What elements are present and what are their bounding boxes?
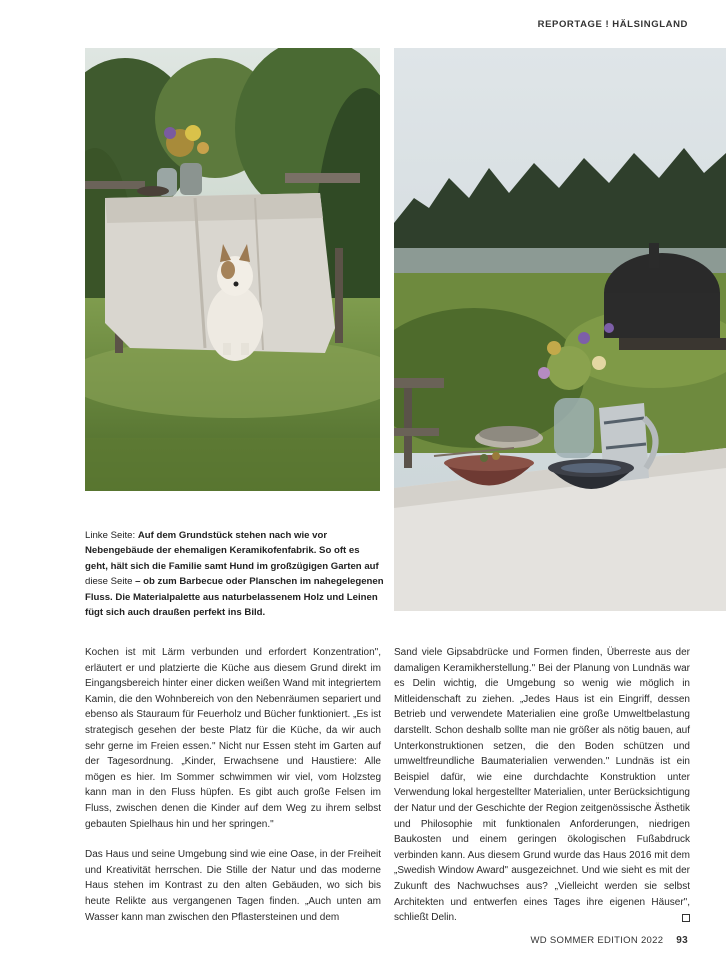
photo-dog-garden-table-icon xyxy=(85,48,380,491)
end-of-article-icon xyxy=(682,914,690,922)
running-header xyxy=(538,19,688,30)
article-paragraph: Das Haus und seine Umgebung sind wie eine Oase, in der Freiheit und Kreativität herrschen. Die Stille der Natur und das moderne Haus stehen im Kontrast zu den alten Gebäuden, wo sich bis heute Relikte aus vergangenen Tagen finden. „Auch unten am Wasser kann man zwischen den Pflastersteinen und dem xyxy=(85,849,381,923)
caption-bold-2: – ob zum Barbecue oder Planschen im nahegelegenen Fluss. Die Materialpalette aus naturbelassenem Holz und Leinen fügt sich auch draußen perfekt ins Bild. xyxy=(85,576,384,619)
caption-normal-1: diese Seite xyxy=(85,576,133,588)
page-footer xyxy=(531,935,688,946)
article-paragraph-text: Sand viele Gipsabdrücke und Formen finden, Überreste aus der damaligen Keramikherstellung." Bei der Planung von Lundnäs war es Delin wichtig, die Umgebung so wenig wie möglich in Mitleidenschaft zu ziehen. „Jedes Haus ist ein Eingriff, dessen Betrieb und verwendete Materialien eine große Umweltbelastung darstellt. Schon deshalb sollte man nie größer als nötig bauen, auf Unterkonstruktionen setzen, die den Boden schützen und umweltfreundliche Baumaterialien verwenden." Lundnäs ist ein Beispiel dafür, wie eine durchdachte Konstruktion unter Verwendung lokal hergestellter Materialien, unter Berücksichtigung der Natur und der Geschichte der Region zeitgenössische Ästhetik und Philosophie mit funktionalen Anforderungen, niedrigen Baukosten und einem geringen ökologischen Fußabdruck verbinden kann. Aus diesem Grund wurde das Haus 2016 mit dem „Swedish Window Award" ausgezeichnet. Und wie sieht es mit der Zukunft des Nachwuchses aus? „Vielleicht werden sie selbst Architekten und entwerfen eines Tages ihre eigenen Häuser", schließt Delin. xyxy=(394,647,690,924)
header-location: HÄLSINGLAND xyxy=(612,19,688,30)
article-paragraph: Kochen ist mit Lärm verbunden und erfordert Konzentration", erläutert er und platzierte die Küche aus diesem Grund direkt im Eingangsbereich hinter einer dicken weißen Wand mit integriertem Kamin, die den Wohnbereich von den Nebenräumen separiert und ebenso als Stauraum für Feuerholz und Bücher funktioniert. „Es ist strategisch gesehen der beste Platz für die Küche, da wir auch sehr gerne im Freien essen." Nicht nur Essen steht im Garten auf der Tagesordnung. „Kinder, Erwachsene und Haustiere: Alle mögen es hier. Im Sommer schwimmen wir viel, vom Holzsteg kann man in den Fluss hüpfen. Es gibt auch große Felsen im Fluss, zwischen denen die Kinder auf dem Weg zu ihrem selbst gebauten Spielhaus hin und her springen." xyxy=(85,647,381,830)
photo-table-bowls-lake xyxy=(394,48,726,611)
photo-dog-garden-table xyxy=(85,48,380,491)
photo-table-bowls-lake-icon xyxy=(394,48,726,611)
article-column-right xyxy=(394,645,690,926)
photo-caption xyxy=(85,528,385,620)
article-paragraph xyxy=(394,645,690,926)
footer-edition: SOMMER EDITION 2022 xyxy=(549,935,664,946)
header-separator: ! xyxy=(605,19,610,30)
page-number: 93 xyxy=(676,935,688,946)
article-column-left xyxy=(85,645,381,925)
caption-bold-1: Auf dem Grundstück stehen nach wie vor Nebengebäude der ehemaligen Keramikofenfabrik. So oft es geht, hält sich die Familie samt Hund im großzügigen Garten auf xyxy=(85,530,379,572)
caption-lead: Linke Seite: xyxy=(85,530,136,541)
header-section: REPORTAGE xyxy=(537,19,603,30)
footer-magazine: WD xyxy=(530,935,547,946)
